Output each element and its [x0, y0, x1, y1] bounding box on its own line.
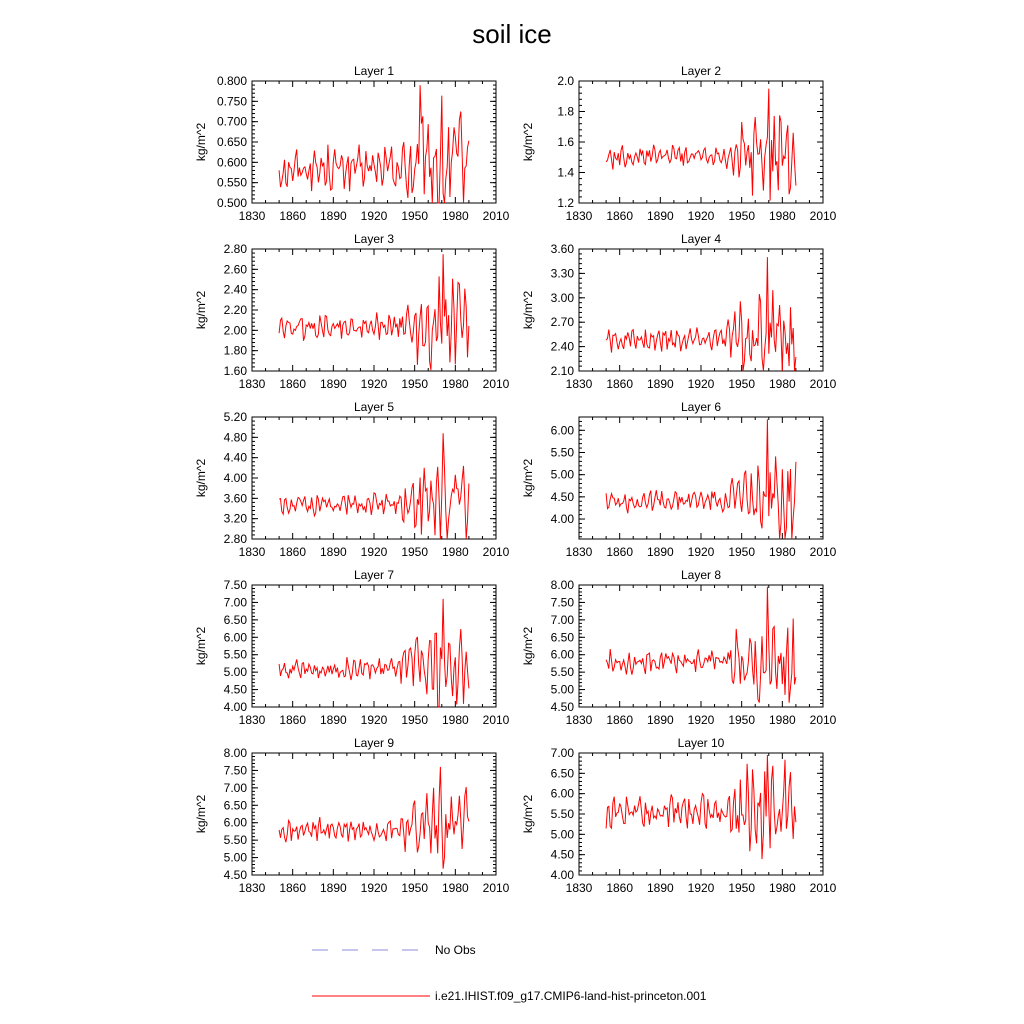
series-line: [606, 257, 796, 371]
x-tick-label: 2010: [809, 545, 837, 559]
x-tick-label: 1860: [279, 545, 307, 559]
x-tick-label: 1890: [319, 713, 347, 727]
plot-frame: [252, 753, 496, 875]
x-tick-label: 1920: [687, 545, 715, 559]
x-tick-label: 1830: [565, 713, 593, 727]
y-tick-label: 2.40: [223, 282, 247, 297]
panel-title: Layer 5: [353, 400, 395, 414]
panel-title: Layer 6: [680, 400, 722, 414]
y-tick-label: 1.80: [223, 343, 247, 358]
y-tick-label: 3.60: [550, 242, 574, 256]
x-tick-label: 1830: [238, 545, 266, 559]
y-axis-label: kg/m^2: [521, 794, 535, 834]
x-tick-label: 1830: [238, 377, 266, 391]
x-tick-label: 1860: [279, 209, 307, 223]
x-tick-label: 1950: [401, 713, 429, 727]
y-tick-label: 6.00: [550, 647, 574, 662]
y-tick-label: 7.50: [223, 578, 247, 592]
x-tick-label: 1980: [768, 713, 796, 727]
x-tick-label: 1830: [565, 209, 593, 223]
plot-frame: [252, 417, 496, 539]
x-tick-label: 1920: [360, 881, 388, 895]
x-tick-label: 1920: [360, 713, 388, 727]
y-tick-label: 2.0: [557, 74, 574, 88]
x-tick-label: 1860: [606, 713, 634, 727]
x-tick-label: 1980: [768, 209, 796, 223]
y-tick-label: 8.00: [550, 578, 574, 592]
x-tick-label: 1890: [646, 377, 674, 391]
panels-group: [194, 64, 837, 895]
x-tick-label: 2010: [809, 377, 837, 391]
x-tick-label: 1980: [768, 881, 796, 895]
x-tick-label: 1890: [646, 881, 674, 895]
y-axis-label: kg/m^2: [194, 794, 208, 834]
y-tick-label: 6.00: [223, 815, 247, 830]
y-axis-label: kg/m^2: [521, 626, 535, 666]
series-line: [279, 85, 469, 203]
panel-title: Layer 7: [353, 568, 395, 582]
y-tick-label: 6.50: [223, 798, 247, 813]
x-tick-label: 1920: [687, 713, 715, 727]
x-tick-label: 1920: [360, 209, 388, 223]
x-tick-label: 1950: [401, 545, 429, 559]
y-axis-label: kg/m^2: [521, 122, 535, 162]
x-tick-label: 1860: [279, 377, 307, 391]
y-tick-label: 1.60: [223, 364, 247, 378]
panel-title: Layer 1: [353, 64, 395, 78]
x-tick-label: 2010: [809, 881, 837, 895]
y-tick-label: 5.00: [550, 682, 574, 697]
x-tick-label: 2010: [482, 881, 510, 895]
y-axis-label: kg/m^2: [194, 626, 208, 666]
y-tick-label: 0.500: [216, 196, 247, 210]
x-tick-label: 1950: [401, 377, 429, 391]
series-line: [606, 89, 796, 201]
panel-layer-2: [521, 64, 837, 223]
series-line: [279, 433, 469, 539]
series-line: [606, 587, 796, 703]
y-tick-label: 3.30: [550, 266, 574, 281]
y-tick-label: 3.60: [223, 491, 247, 506]
y-tick-label: 3.00: [550, 290, 574, 305]
y-tick-label: 4.00: [223, 471, 247, 485]
y-tick-label: 7.50: [550, 595, 574, 610]
x-tick-label: 1830: [238, 713, 266, 727]
y-tick-label: 7.50: [223, 763, 247, 778]
x-tick-label: 1860: [279, 713, 307, 727]
y-tick-label: 5.50: [550, 665, 574, 680]
y-tick-label: 6.00: [223, 630, 247, 645]
legend-label-no-obs: No Obs: [435, 943, 476, 957]
panel-title: Layer 4: [680, 232, 722, 246]
x-tick-label: 1890: [319, 881, 347, 895]
x-tick-label: 1980: [768, 545, 796, 559]
x-tick-label: 1950: [728, 545, 756, 559]
panel-layer-3: [194, 232, 510, 391]
x-tick-label: 1980: [441, 881, 469, 895]
panel-layer-8: [521, 568, 837, 727]
x-tick-label: 1950: [728, 209, 756, 223]
y-tick-label: 6.50: [223, 612, 247, 627]
y-tick-label: 8.00: [223, 746, 247, 760]
series-line: [279, 767, 469, 869]
x-tick-label: 1980: [441, 713, 469, 727]
y-tick-label: 5.00: [550, 467, 574, 482]
x-tick-label: 1950: [728, 713, 756, 727]
panel-title: Layer 3: [353, 232, 395, 246]
x-tick-label: 1950: [728, 377, 756, 391]
figure-title: soil ice: [472, 19, 552, 49]
series-line: [606, 755, 796, 859]
y-tick-label: 4.40: [223, 450, 247, 465]
panel-title: Layer 8: [680, 568, 722, 582]
x-tick-label: 1860: [606, 881, 634, 895]
x-tick-label: 1920: [360, 545, 388, 559]
y-tick-label: 0.550: [216, 175, 247, 190]
y-tick-label: 3.20: [223, 511, 247, 526]
x-tick-label: 1830: [238, 209, 266, 223]
y-tick-label: 4.00: [223, 700, 247, 714]
y-axis-label: kg/m^2: [521, 290, 535, 330]
y-tick-label: 0.600: [216, 155, 247, 170]
x-tick-label: 1860: [606, 377, 634, 391]
legend-label-model: i.e21.IHIST.f09_g17.CMIP6-land-hist-princeton.001: [435, 989, 707, 1003]
y-tick-label: 2.40: [550, 339, 574, 354]
x-tick-label: 1950: [401, 209, 429, 223]
x-tick-label: 1890: [319, 377, 347, 391]
y-tick-label: 2.60: [223, 262, 247, 277]
y-tick-label: 1.8: [557, 104, 574, 119]
x-tick-label: 2010: [482, 713, 510, 727]
y-tick-label: 1.2: [557, 196, 574, 210]
x-tick-label: 1950: [728, 881, 756, 895]
series-line: [279, 599, 469, 707]
panel-title: Layer 2: [680, 64, 722, 78]
y-tick-label: 7.00: [550, 612, 574, 627]
y-tick-label: 4.00: [550, 868, 574, 882]
x-tick-label: 1980: [441, 377, 469, 391]
panel-layer-4: [521, 232, 837, 391]
y-tick-label: 4.50: [550, 489, 574, 504]
x-tick-label: 2010: [482, 545, 510, 559]
y-tick-label: 4.50: [550, 700, 574, 714]
y-tick-label: 1.6: [557, 135, 574, 149]
series-line: [606, 419, 796, 539]
y-tick-label: 1.4: [557, 165, 574, 180]
y-tick-label: 5.00: [223, 665, 247, 680]
y-tick-label: 5.50: [550, 445, 574, 460]
y-axis-label: kg/m^2: [521, 458, 535, 498]
legend: [312, 943, 707, 1003]
y-tick-label: 4.50: [223, 682, 247, 697]
x-tick-label: 1920: [687, 209, 715, 223]
x-tick-label: 1890: [319, 209, 347, 223]
y-tick-label: 5.20: [223, 410, 247, 424]
x-tick-label: 1890: [646, 545, 674, 559]
x-tick-label: 1980: [441, 545, 469, 559]
y-tick-label: 6.50: [550, 766, 574, 781]
y-tick-label: 2.20: [223, 303, 247, 317]
y-tick-label: 6.00: [550, 423, 574, 438]
y-tick-label: 2.70: [550, 315, 574, 330]
x-tick-label: 1830: [565, 545, 593, 559]
panel-layer-10: [521, 736, 837, 895]
y-tick-label: 5.50: [223, 833, 247, 848]
y-tick-label: 6.50: [550, 630, 574, 645]
y-tick-label: 4.50: [223, 868, 247, 882]
y-tick-label: 0.650: [216, 135, 247, 149]
y-tick-label: 5.50: [550, 807, 574, 821]
y-tick-label: 4.50: [550, 847, 574, 862]
y-tick-label: 7.00: [223, 595, 247, 610]
x-tick-label: 2010: [809, 209, 837, 223]
x-tick-label: 1890: [319, 545, 347, 559]
x-tick-label: 1860: [606, 209, 634, 223]
y-tick-label: 5.00: [223, 850, 247, 865]
y-tick-label: 5.00: [550, 827, 574, 842]
y-tick-label: 0.700: [216, 114, 247, 129]
y-axis-label: kg/m^2: [194, 290, 208, 330]
x-tick-label: 1980: [768, 377, 796, 391]
panel-layer-9: [194, 736, 510, 895]
plot-frame: [252, 249, 496, 371]
x-tick-label: 1980: [441, 209, 469, 223]
y-tick-label: 0.750: [216, 94, 247, 109]
y-tick-label: 0.800: [216, 74, 247, 88]
y-tick-label: 5.50: [223, 647, 247, 662]
y-tick-label: 7.00: [223, 780, 247, 795]
plot-frame: [252, 81, 496, 203]
panel-layer-5: [194, 400, 510, 559]
y-tick-label: 2.80: [223, 242, 247, 256]
y-axis-label: kg/m^2: [194, 122, 208, 162]
y-tick-label: 2.00: [223, 323, 247, 338]
x-tick-label: 2010: [482, 377, 510, 391]
x-tick-label: 1830: [238, 881, 266, 895]
y-tick-label: 2.10: [550, 364, 574, 378]
x-tick-label: 1860: [606, 545, 634, 559]
panel-layer-6: [521, 400, 837, 559]
x-tick-label: 1890: [646, 209, 674, 223]
y-tick-label: 4.80: [223, 430, 247, 445]
x-tick-label: 1920: [687, 377, 715, 391]
x-tick-label: 1890: [646, 713, 674, 727]
panel-layer-7: [194, 568, 510, 727]
panel-layer-1: [194, 64, 510, 223]
x-tick-label: 1950: [401, 881, 429, 895]
y-axis-label: kg/m^2: [194, 458, 208, 498]
panel-title: Layer 9: [353, 736, 395, 750]
series-line: [279, 254, 469, 370]
y-tick-label: 4.00: [550, 512, 574, 527]
y-tick-label: 6.00: [550, 786, 574, 801]
panel-title: Layer 10: [677, 736, 725, 750]
x-tick-label: 1920: [360, 377, 388, 391]
x-tick-label: 1830: [565, 377, 593, 391]
y-tick-label: 7.00: [550, 746, 574, 760]
x-tick-label: 1860: [279, 881, 307, 895]
y-tick-label: 2.80: [223, 532, 247, 546]
x-tick-label: 2010: [809, 713, 837, 727]
x-tick-label: 1830: [565, 881, 593, 895]
x-tick-label: 1920: [687, 881, 715, 895]
x-tick-label: 2010: [482, 209, 510, 223]
